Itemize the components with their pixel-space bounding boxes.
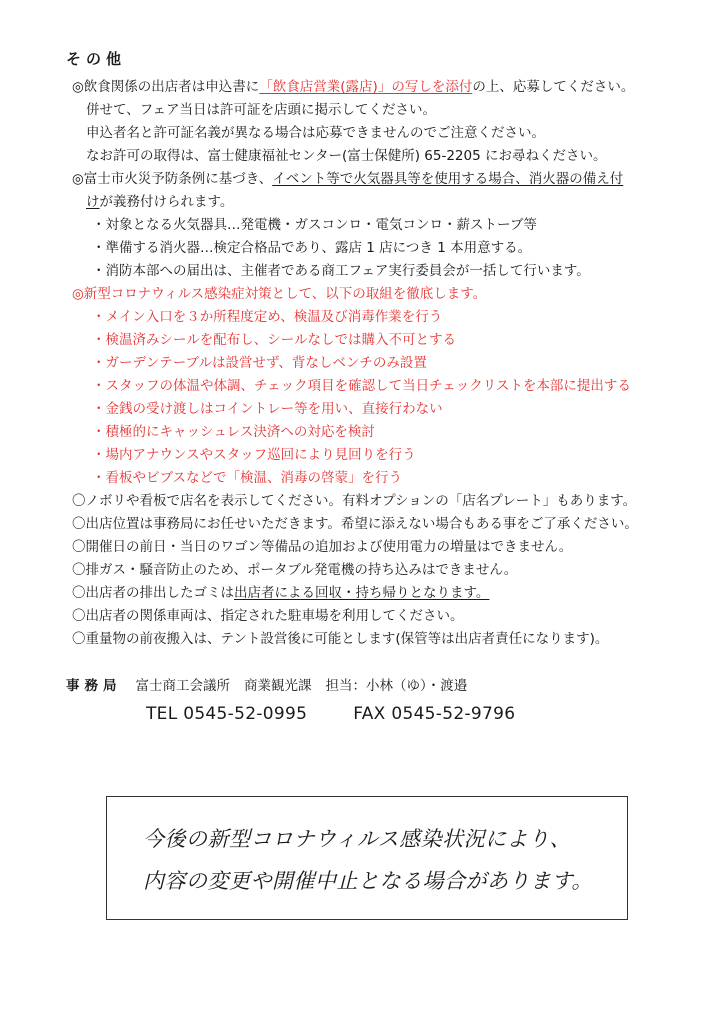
notice-line-1: 今後の新型コロナウィルス感染状況により、: [143, 827, 572, 851]
note-line: [0, 421, 724, 444]
note-text: ・場内アナウンスやスタッフ巡回により見回りを行う: [92, 447, 416, 463]
note-line: [0, 536, 724, 559]
note-line: [0, 145, 724, 168]
note-text: 〇出店位置は事務局にお任せいただきます。希望に添えない場合もある事をご了承ください。: [72, 516, 638, 532]
fax-number: FAX 0545-52-9796: [353, 704, 516, 724]
note-line: [0, 329, 724, 352]
note-line: [0, 467, 724, 490]
note-line: [0, 76, 724, 99]
note-line: [0, 628, 724, 651]
note-text: ・積極的にキャッシュレス決済への対応を検討: [92, 424, 375, 440]
note-line: [0, 214, 724, 237]
notice-box: [106, 796, 628, 920]
note-text: ・看板やビブスなどで「検温、消毒の啓蒙」を行う: [92, 470, 402, 486]
office-organization: 富士商工会議所: [135, 678, 230, 694]
note-line: [0, 283, 724, 306]
note-line: [0, 260, 724, 283]
note-text: ◎富士市火災予防条例に基づき、: [72, 171, 273, 187]
notes-list: [0, 76, 724, 651]
note-line: [0, 122, 724, 145]
note-text: ・準備する消火器…検定合格品であり、露店 1 店につき 1 本用意する。: [92, 240, 532, 256]
note-text: 併せて、フェア当日は許可証を店頭に掲示してください。: [86, 102, 437, 118]
note-text: ・対象となる火気器具…発電機・ガスコンロ・電気コンロ・薪ストーブ等: [92, 217, 537, 233]
note-line: [0, 513, 724, 536]
note-line: [0, 168, 724, 191]
note-line: [0, 559, 724, 582]
note-text: の上、応募してください。: [472, 79, 635, 95]
note-line: [0, 375, 724, 398]
note-line: [0, 444, 724, 467]
office-contact-person: 担当：小林（ゆ）・渡邉: [325, 678, 468, 694]
note-line: [0, 398, 724, 421]
note-text: 〇出店者の排出したゴミは: [72, 585, 234, 601]
note-text: 〇排ガス・騒音防止のため、ポータブル発電機の持ち込みはできません。: [72, 562, 518, 578]
note-line: [0, 582, 724, 605]
note-text: ・メイン入口を３か所程度定め、検温及び消毒作業を行う: [92, 309, 443, 325]
tel-number: TEL 0545-52-0995: [146, 704, 308, 724]
note-line: [0, 191, 724, 214]
note-line: [0, 490, 724, 513]
note-line: [0, 605, 724, 628]
notice-line-2: 内容の変更や開催中止となる場合があります。: [143, 869, 593, 893]
note-text: け: [86, 194, 100, 210]
office-department: 商業観光課: [244, 678, 312, 694]
note-line: [0, 306, 724, 329]
note-text: 出店者による回収・持ち帰りとなります。: [234, 585, 490, 601]
note-text: ◎新型コロナウィルス感染症対策として、以下の取組を徹底します。: [72, 286, 487, 302]
note-text: 〇開催日の前日・当日のワゴン等備品の追加および使用電力の増量はできません。: [72, 539, 573, 555]
note-text: 〇重量物の前夜搬入は、テント設営後に可能とします(保管等は出店者責任になります)。: [72, 631, 609, 647]
note-text: ・検温済みシールを配布し、シールなしでは購入不可とする: [92, 332, 456, 348]
office-label: 事務局: [66, 678, 122, 694]
note-text: ・金銭の受け渡しはコイントレー等を用い、直接行わない: [92, 401, 443, 417]
note-line: [0, 352, 724, 375]
note-text: ・ガーデンテーブルは設営せず、背なしベンチのみ設置: [92, 355, 427, 371]
note-line: [0, 237, 724, 260]
note-text: 申込者名と許可証名義が異なる場合は応募できませんのでご注意ください。: [86, 125, 545, 141]
office-info: [66, 674, 467, 694]
note-text: ・消防本部への届出は、主催者である商工フェア実行委員会が一括して行います。: [92, 263, 590, 279]
note-text: が義務付けられます。: [99, 194, 234, 210]
note-text: 「飲食店営業(露店)」の写しを添付: [259, 79, 473, 95]
note-text: イベント等で火気器具等を使用する場合、消火器の備え付: [272, 171, 624, 187]
note-line: [0, 99, 724, 122]
contact-numbers: [146, 704, 515, 724]
note-text: 〇ノボリや看板で店名を表示してください。有料オプションの「店名プレート」もあります。: [72, 493, 637, 509]
section-heading: その他: [66, 50, 127, 68]
note-text: なお許可の取得は、富士健康福祉センター(富士保健所) 65-2205 にお尋ねください。: [86, 148, 607, 164]
note-text: ◎飲食関係の出店者は申込書に: [72, 79, 260, 95]
note-text: ・スタッフの体温や体調、チェック項目を確認して当日チェックリストを本部に提出する: [92, 378, 631, 394]
note-text: 〇出店者の関係車両は、指定された駐車場を利用してください。: [72, 608, 464, 624]
